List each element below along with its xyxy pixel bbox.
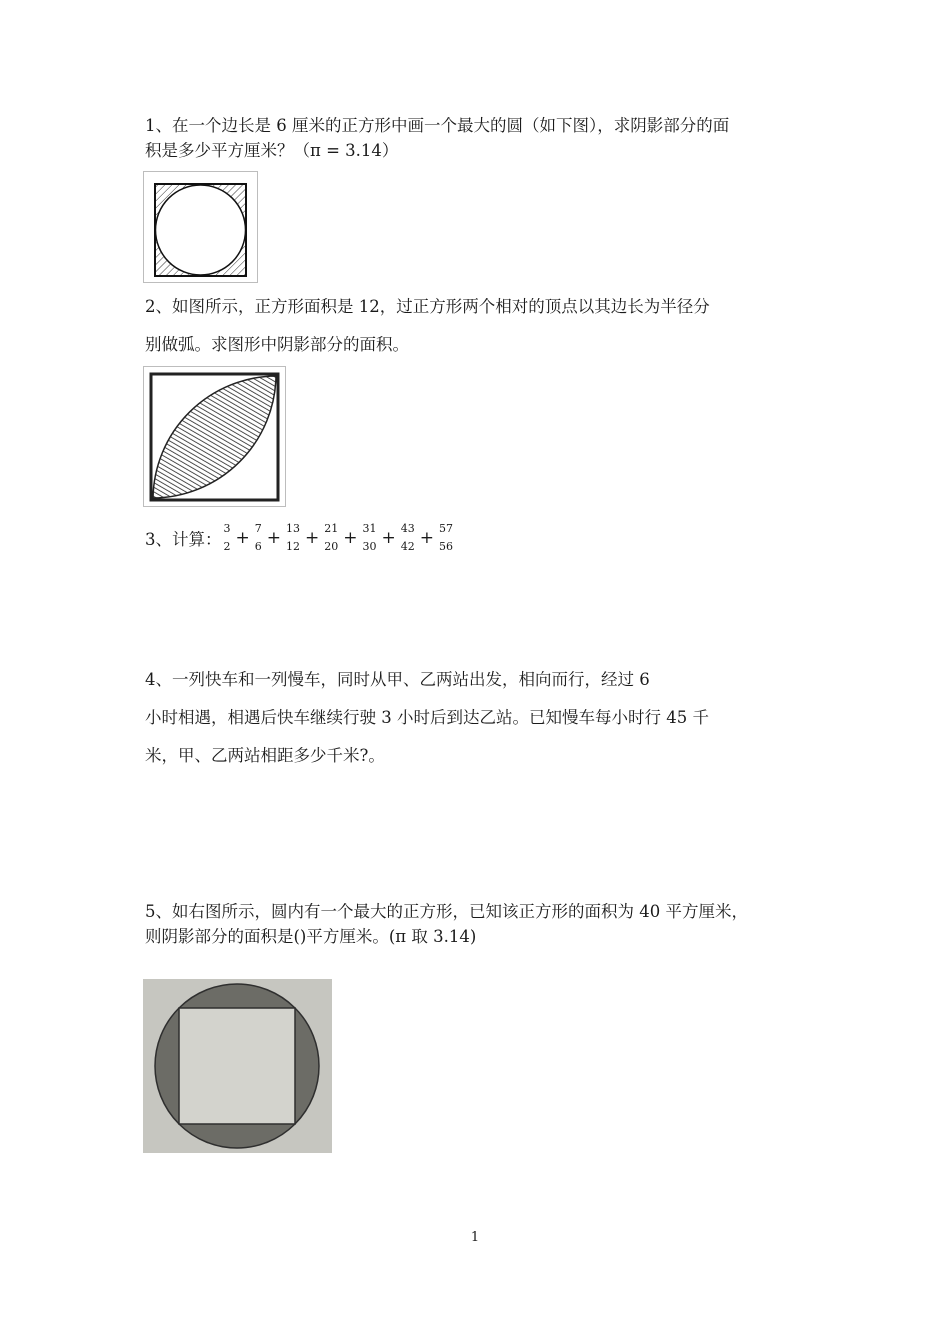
- fraction: [324, 522, 338, 554]
- plus-sign: +: [381, 528, 396, 548]
- plus-sign: +: [305, 528, 320, 548]
- fraction-numerator: 57: [439, 522, 453, 535]
- fraction: [255, 522, 262, 554]
- q3-expression: [145, 522, 455, 554]
- q2-figure-square-leaf: [143, 366, 286, 507]
- fraction: [286, 522, 300, 554]
- fraction-numerator: 31: [362, 522, 377, 535]
- fraction-denominator: 20: [324, 540, 339, 553]
- q5-figure-circle-square: [143, 979, 332, 1153]
- fraction-denominator: 2: [223, 540, 231, 553]
- q2-text-line1: 2、如图所示，正方形面积是 12，过正方形两个相对的顶点以其边长为半径分: [145, 297, 710, 316]
- q2-text-line2: 别做弧。求图形中阴影部分的面积。: [145, 335, 409, 354]
- q4-text-line2: 小时相遇，相遇后快车继续行驶 3 小时后到达乙站。已知慢车每小时行 45 千: [145, 708, 709, 727]
- q5-text-line1: 5、如右图所示，圆内有一个最大的正方形，已知该正方形的面积为 40 平方厘米，: [145, 902, 748, 921]
- fraction-numerator: 43: [400, 522, 415, 535]
- plus-sign: +: [266, 528, 281, 548]
- page-number: 1: [470, 1230, 480, 1245]
- plus-sign: +: [343, 528, 358, 548]
- fraction-numerator: 7: [254, 522, 262, 535]
- fraction-denominator: 42: [400, 540, 415, 553]
- plus-sign: +: [419, 528, 434, 548]
- q5-text-line2: 则阴影部分的面积是()平方厘米。(π 取 3.14): [145, 927, 477, 946]
- fraction-denominator: 30: [362, 540, 377, 553]
- fraction-numerator: 13: [286, 522, 300, 535]
- fraction-numerator: 3: [223, 522, 231, 535]
- fraction: [363, 522, 377, 554]
- fraction-denominator: 56: [439, 540, 453, 553]
- q1-text-line1: 1、在一个边长是 6 厘米的正方形中画一个最大的圆（如下图），求阴影部分的面: [145, 116, 730, 135]
- fraction: [224, 522, 231, 554]
- q4-text-line3: 米，甲、乙两站相距多少千米?。: [145, 746, 385, 765]
- plus-sign: +: [235, 528, 250, 548]
- fraction: [401, 522, 415, 554]
- fraction-denominator: 12: [286, 540, 300, 553]
- q3-label: 3、计算：: [145, 530, 222, 549]
- fraction-numerator: 21: [324, 522, 339, 535]
- fraction: [439, 522, 453, 554]
- fraction-denominator: 6: [254, 540, 262, 553]
- q1-text-line2: 积是多少平方厘米？（π = 3.14）: [145, 141, 399, 160]
- q1-figure-square-circle: [143, 171, 258, 283]
- q4-text-line1: 4、一列快车和一列慢车，同时从甲、乙两站出发，相向而行，经过 6: [145, 670, 650, 689]
